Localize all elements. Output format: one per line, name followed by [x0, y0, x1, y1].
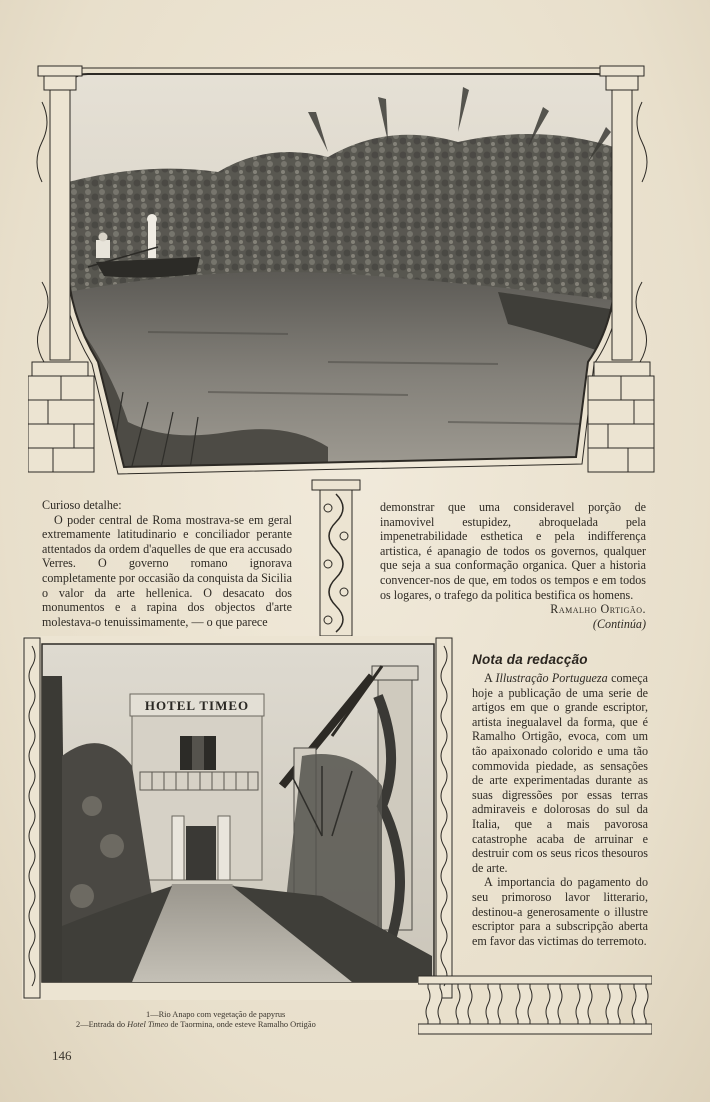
hotel-sign: HOTEL TIMEO [144, 698, 250, 713]
nota-title: Nota da redacção [472, 652, 588, 667]
caption-2-title: Hotel Timeo [127, 1020, 169, 1029]
nota-p1-rest: começa hoje a publicação de uma serie de artigos em que o grande escriptor, artista inegualavel da forma, que é Ramalho Ortigão, evoca, com um tão apaixonado colorido e uma tão commovida piedade, as sensações de arte experimentadas durante as suas digressões por essas terras admiraveis e dolorosas do sul da Italia, que a mais pavorosa catastrophe acaba de arruinar e destruir com os seus ricos thesouros de arte. [472, 671, 648, 875]
article-paragraph-2: demonstrar que uma consideravel porção de inamovivel estupidez, abroquelada pela impenetrabilidade esthetica e pela indifferença artistica, é apanagio de todos os governos, qualquer que seja a sua conformação organica. Quer a historia convencer-nos de que, em todos os tempos e em todos os logares, o trafego da politica bestifica os homens. [380, 500, 646, 602]
nota-p1-title: Illustração Portugueza [495, 671, 608, 685]
nota-p1-start: A [484, 671, 496, 685]
page-number: 146 [52, 1048, 72, 1063]
caption-2 [76, 1020, 456, 1030]
article-lead: Curioso detalhe: [42, 498, 122, 512]
nota-paragraph-1 [472, 671, 648, 875]
center-column-ornament [306, 478, 366, 645]
article-paragraph-1: O poder central de Roma mostrava-se em geral extremamente latitudinario e conciliador perante attentados da ordem d'aquelles de que era accusado Verres. O governo romano ignorava completamente por occasião da conquista da Sicilia o valor da arte hellenica. O desacato dos monumentos e a rapina dos objectos d'arte molestava-o tenuissimamente, — o que parece [42, 512, 292, 629]
photo-rio-anapo [28, 62, 656, 482]
article-continua: (Continúa) [592, 616, 646, 631]
nota-paragraph-2: A importancia do pagamento do seu primoroso lavor litterario, destinou-a generosamente o illustre escriptor para a subscripção aberta em favor das victimas do terremoto. [472, 875, 648, 948]
river-photo-illustration [28, 62, 656, 482]
article-column-left [42, 498, 292, 629]
hotel-photo-illustration [22, 636, 454, 1000]
nota-column [472, 671, 648, 948]
balustrade-ornament [418, 974, 652, 1041]
photo-hotel-timeo [22, 636, 454, 1000]
caption-2-start: 2—Entrada do [76, 1020, 128, 1029]
caption-1: 1—Rio Anapo com vegetação de papyrus [146, 1010, 286, 1019]
article-column-right [380, 500, 646, 631]
caption-2-rest: de Taormina, onde esteve Ramalho Ortigão [168, 1020, 316, 1029]
article-signature: Ramalho Ortigão. [550, 602, 646, 617]
